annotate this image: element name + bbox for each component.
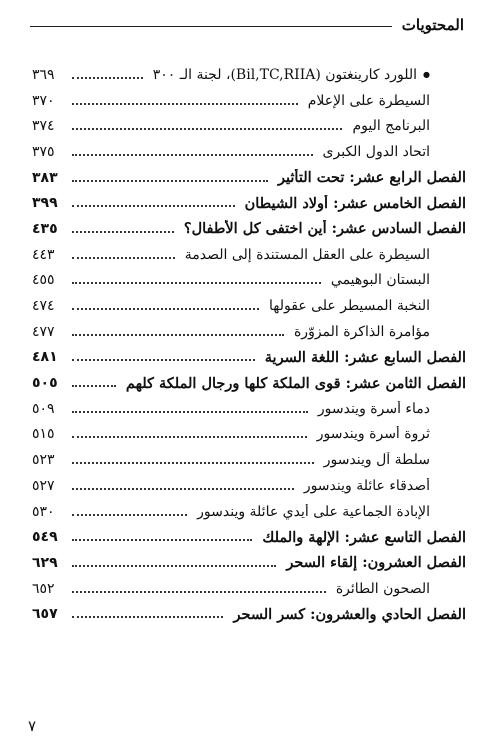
dot-leader	[72, 385, 116, 387]
toc-entry-page-number: ٣٧٠	[32, 92, 55, 109]
toc-section-entry	[32, 576, 466, 602]
toc-section-entry	[32, 268, 466, 294]
toc-section-entry	[32, 499, 466, 525]
toc-entry-page-number: ٤٣٥	[32, 220, 58, 237]
toc-entry-title: أصدقاء عائلة ويندسور	[303, 477, 430, 494]
toc-entry-title: السيطرة على الإعلام	[307, 92, 430, 109]
toc-chapter-entry	[32, 524, 466, 550]
dot-leader	[72, 205, 235, 207]
toc-entry-title: ثروة أسرة ويندسور	[316, 426, 430, 443]
toc-entry-title: الصحون الطائرة	[335, 580, 430, 597]
toc-entry-page-number: ٦٥٢	[32, 580, 55, 597]
toc-entry-page-number: ٣٩٩	[32, 195, 58, 212]
dot-leader	[72, 77, 143, 79]
toc-entry-title: السيطرة على العقل المستندة إلى الصدمة	[184, 246, 430, 263]
dot-leader	[72, 257, 175, 259]
toc-entry-page-number: ٤٥٥	[32, 272, 55, 289]
dot-leader	[72, 128, 342, 130]
toc-entry-page-number: ٥٠٩	[32, 400, 55, 417]
toc-section-entry	[32, 319, 466, 345]
page-number: ٧	[28, 717, 37, 735]
toc-entry-page-number: ٤٤٣	[32, 246, 55, 263]
toc-entry-title: البرنامج اليوم	[352, 118, 430, 135]
toc-entry-title: دماء أسرة ويندسور	[317, 400, 430, 417]
toc-entry-page-number: ٣٧٥	[32, 143, 55, 160]
dot-leader	[72, 462, 314, 464]
dot-leader	[72, 616, 223, 618]
dot-leader	[72, 308, 259, 310]
dot-leader	[72, 180, 268, 182]
toc-entry-page-number: ٤٧٧	[32, 323, 55, 340]
toc-entry-title: الفصل الخامس عشر: أولاد الشيطان	[244, 194, 466, 212]
toc-section-entry	[32, 62, 466, 88]
dot-leader	[72, 436, 307, 438]
toc-chapter-entry	[32, 550, 466, 576]
toc-entry-title: البستان البوهيمي	[330, 272, 430, 289]
toc-entry-title: اتحاد الدول الكبرى	[322, 143, 430, 160]
dot-leader	[72, 514, 187, 516]
dot-leader	[72, 359, 255, 361]
toc-chapter-entry	[32, 601, 466, 627]
toc-chapter-entry	[32, 165, 466, 191]
toc-section-entry	[32, 242, 466, 268]
toc-entry-title: الفصل الرابع عشر: تحت التأثير	[278, 169, 466, 187]
toc-chapter-entry	[32, 345, 466, 371]
running-head-title: المحتويات	[401, 16, 464, 34]
dot-leader	[72, 231, 174, 233]
toc-section-entry	[32, 88, 466, 114]
dot-leader	[72, 565, 276, 567]
toc-section-entry	[32, 422, 466, 448]
dot-leader	[72, 282, 321, 284]
toc-entry-title: الإبادة الجماعية على أيدي عائلة ويندسور	[197, 503, 430, 520]
dot-leader	[72, 411, 308, 413]
toc-chapter-entry	[32, 190, 466, 216]
toc-entry-page-number: ٤٨١	[32, 349, 58, 366]
dot-leader	[72, 154, 313, 156]
toc-entry-title: الفصل الثامن عشر: قوى الملكة كلها ورجال الملكة كلهم	[125, 374, 466, 392]
toc-entry-page-number: ٥٤٩	[32, 529, 58, 546]
running-head-rule	[30, 26, 392, 27]
toc-entry-page-number: ٣٦٩	[32, 66, 55, 83]
toc-chapter-entry	[32, 216, 466, 242]
toc-section-entry	[32, 293, 466, 319]
toc-entry-title: سلطة آل ويندسور	[323, 452, 430, 469]
toc-entry-page-number: ٦٥٧	[32, 606, 58, 623]
toc-section-entry	[32, 473, 466, 499]
toc-section-entry	[32, 113, 466, 139]
toc-entry-page-number: ٥٣٠	[32, 503, 55, 520]
dot-leader	[72, 591, 326, 593]
toc-entry-page-number: ٥٢٣	[32, 452, 55, 469]
dot-leader	[72, 488, 294, 490]
toc-section-entry	[32, 447, 466, 473]
toc-entry-title: النخبة المسيطر على عقولها	[269, 298, 430, 315]
toc-entry-title: ● اللورد كارينغتون (Bil,TC,RIIA)، لجنة الـ ٣٠٠	[147, 67, 466, 83]
toc-entry-page-number: ٣٨٣	[32, 169, 58, 186]
toc-entry-page-number: ٥٠٥	[32, 375, 58, 392]
running-head	[30, 12, 464, 38]
dot-leader	[72, 539, 252, 541]
toc-entry-page-number: ٣٧٤	[32, 118, 55, 135]
toc-chapter-entry	[32, 370, 466, 396]
toc-entry-title: الفصل التاسع عشر: الإلهة والملك	[262, 528, 466, 546]
toc-entry-title: الفصل الحادي والعشرون: كسر السحر	[233, 605, 466, 623]
toc-entry-page-number: ٤٧٤	[32, 298, 55, 315]
toc-entry-title: الفصل السابع عشر: اللغة السرية	[264, 348, 466, 366]
toc-section-entry	[32, 139, 466, 165]
toc-entry-page-number: ٥١٥	[32, 426, 55, 443]
toc-entry-page-number: ٥٢٧	[32, 477, 55, 494]
table-of-contents	[32, 62, 466, 627]
toc-entry-page-number: ٦٢٩	[32, 554, 58, 571]
dot-leader	[72, 334, 284, 336]
toc-entry-title: الفصل العشرون: إلقاء السحر	[286, 554, 466, 572]
toc-entry-title: الفصل السادس عشر: أين اختفى كل الأطفال؟	[183, 220, 466, 238]
toc-entry-title: مؤامرة الذاكرة المزوّرة	[293, 323, 430, 340]
toc-section-entry	[32, 396, 466, 422]
dot-leader	[72, 103, 298, 105]
